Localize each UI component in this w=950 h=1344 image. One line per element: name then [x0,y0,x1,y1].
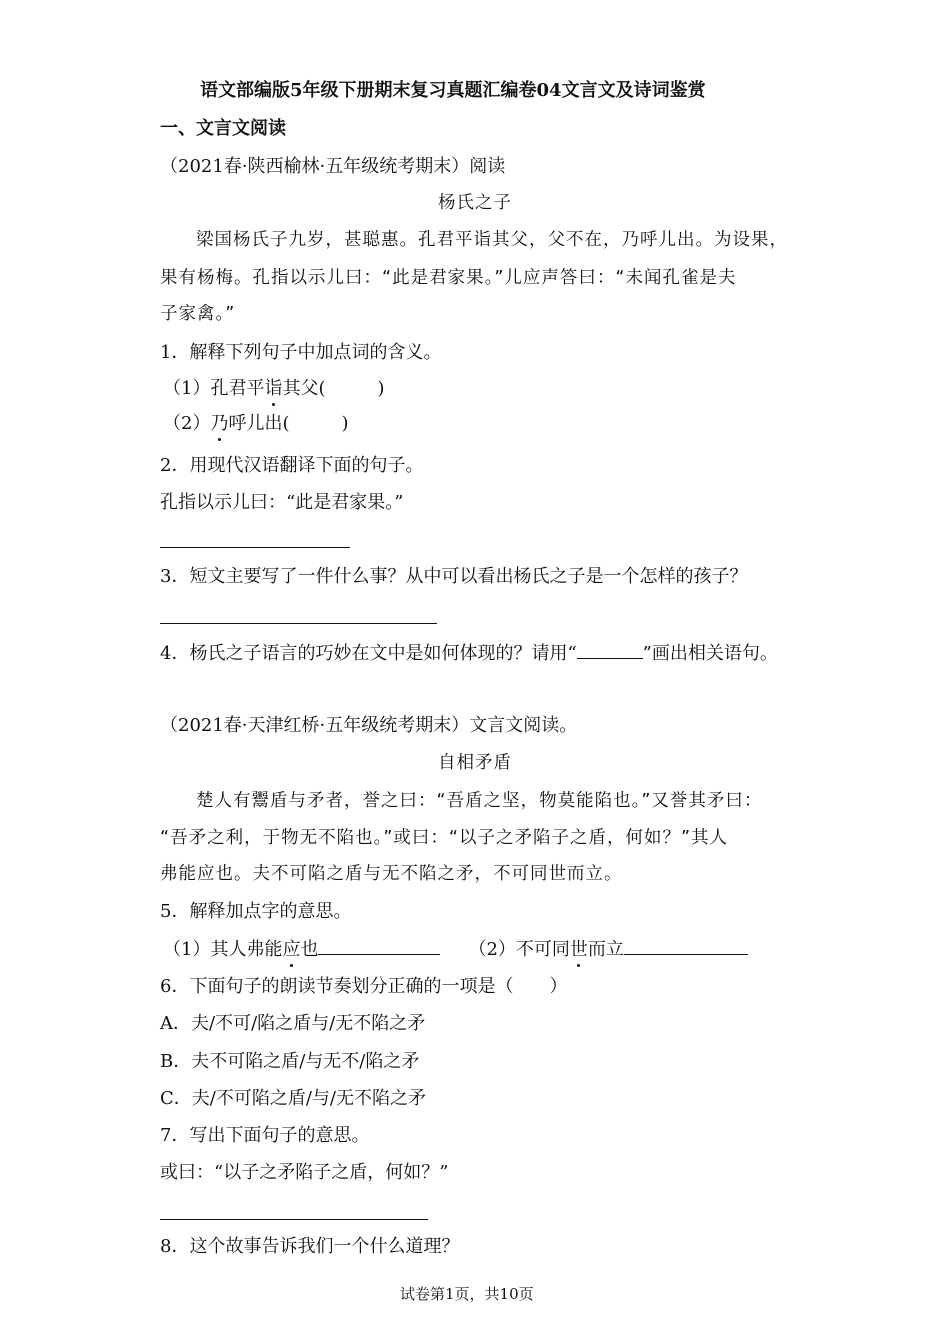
q1-1-pre: （1）孔君平 [163,378,265,399]
dotted-char: 诣 [264,378,283,399]
answer-blank[interactable] [318,936,440,955]
passage1-line: 梁国杨氏子九岁，甚聪惠。孔君平诣其父，父不在，乃呼儿出。为设果， [196,230,788,250]
passage2-line: “吾矛之利，于物无不陷也。”或曰：“以子之矛陷子之盾，何如？”其人 [160,828,729,848]
q5-2-pre: （2）不可同 [468,939,570,960]
question-1: 1．解释下列句子中加点词的含义。 [160,342,442,363]
question-3: 3．短文主要写了一件什么事？从中可以看出杨氏之子是一个怎样的孩子？ [160,566,748,587]
question-6: 6．下面句子的朗读节奏划分正确的一项是（ ） [160,976,568,997]
q5-1-post: 也 [300,939,319,960]
question-2: 2．用现代汉语翻译下面的句子。 [160,455,424,476]
question-1-2 [163,412,349,436]
dotted-char: 应 [282,939,301,960]
answer-line[interactable] [160,623,437,624]
q5-1-pre: （1）其人弗能 [163,939,283,960]
question-8: 8．这个故事告诉我们一个什么道理？ [160,1236,460,1257]
q1-2-post: 呼儿出( [228,413,290,434]
q5-2-post: 而立 [587,939,624,960]
option-a[interactable]: A．夫/不可/陷之盾与/无不陷之矛 [160,1013,426,1034]
section-heading: 一、文言文阅读 [160,118,286,139]
passage2-heading: 自相矛盾 [438,753,512,773]
question-4 [160,640,778,666]
answer-line[interactable] [160,547,350,548]
question-7-text: 或曰：“以子之矛陷子之盾，何如？” [160,1162,449,1183]
passage1-line: 子家禽。” [160,304,236,324]
dotted-char: 世 [569,939,588,960]
q4-post: ”画出相关语句。 [642,643,778,664]
passage2-line: 楚人有鬻盾与矛者，誉之曰：“吾盾之坚，物莫能陷也。”又誉其矛曰： [196,791,763,811]
answer-blank[interactable] [624,936,748,955]
option-c[interactable]: C．夫/不可陷之盾/与/无不陷之矛 [160,1088,426,1109]
q1-2-close: ) [341,413,349,434]
passage2-line: 弗能应也。夫不可陷之盾与无不陷之矛，不可同世而立。 [160,864,623,884]
q4-pre: 4．杨氏之子语言的巧妙在文中是如何体现的？请用“ [160,643,577,664]
underline-sample [577,640,643,659]
option-b[interactable]: B．夫不可陷之盾/与无不/陷之矛 [160,1051,420,1072]
page-title: 语文部编版5年级下册期末复习真题汇编卷04文言文及诗词鉴赏 [200,80,706,101]
question-5-items [163,936,748,962]
dotted-char: 乃 [210,413,229,434]
passage1-line: 果有杨梅。孔指以示儿曰：“此是君家果。”儿应声答曰：“未闻孔雀是夫 [160,268,737,288]
passage1-heading: 杨氏之子 [438,193,512,213]
answer-line[interactable] [160,1219,428,1220]
question-2-text: 孔指以示儿曰：“此是君家果。” [160,492,404,513]
question-5: 5．解释加点字的意思。 [160,901,352,922]
passage2-source: （2021春·天津红桥·五年级统考期末）文言文阅读。 [160,715,578,736]
q1-1-close: ) [377,378,385,399]
page-footer: 试卷第1页，共10页 [400,1285,534,1303]
q1-1-post: 其父( [282,378,326,399]
question-1-1 [163,377,385,401]
question-7: 7．写出下面句子的意思。 [160,1125,370,1146]
q1-2-pre: （2） [163,413,211,434]
passage1-source: （2021春·陕西榆林·五年级统考期末）阅读 [160,156,506,177]
